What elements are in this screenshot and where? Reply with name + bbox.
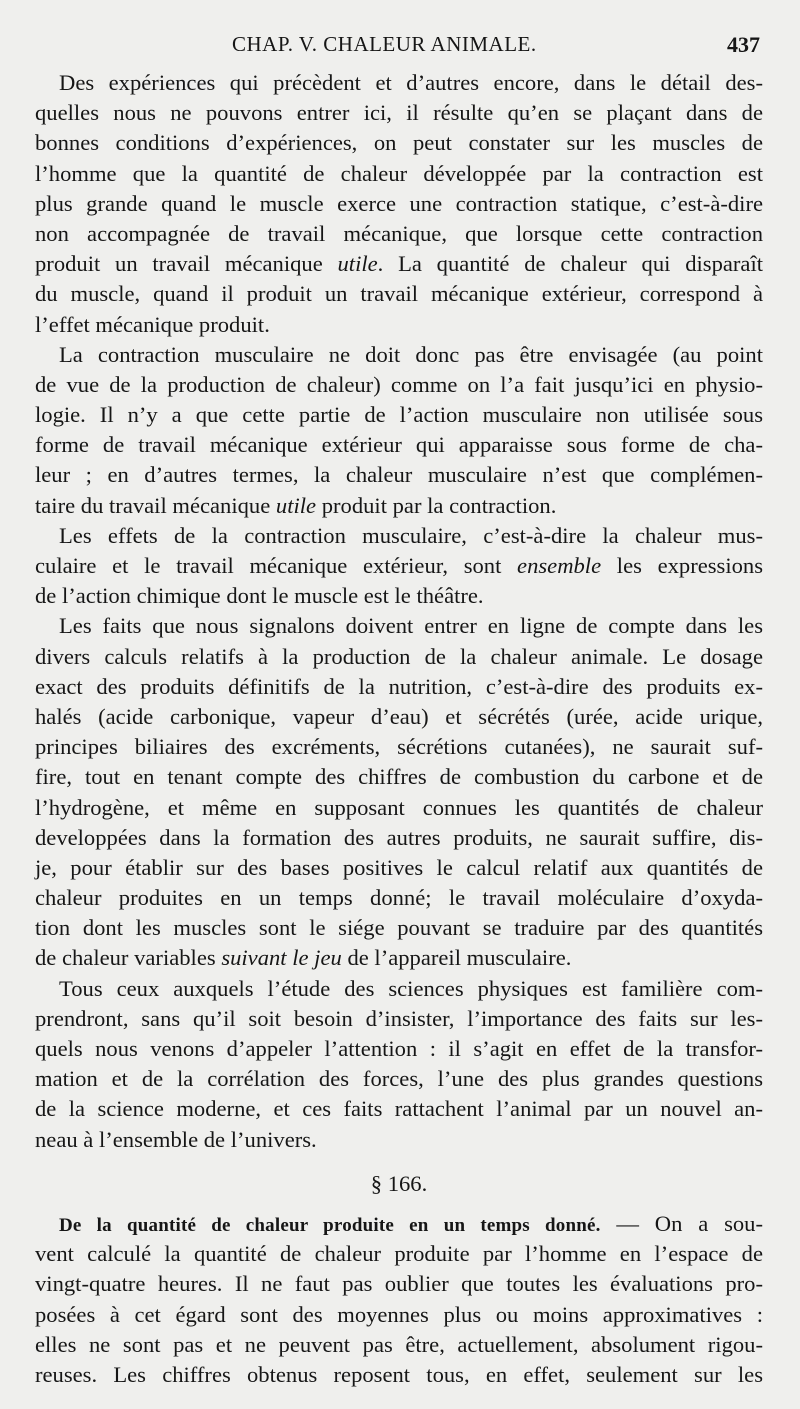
text-line xyxy=(35,310,763,340)
line-text: l’hydrogène, et même en supposant connues les quantités de chaleur xyxy=(35,794,763,820)
line-text: de la science moderne, et ces faits rattachent l’animal par un nouvel an- xyxy=(35,1096,763,1122)
line-text: je, pour établir sur des bases positives le calcul relatif aux quantités de xyxy=(35,854,763,880)
text-line xyxy=(35,642,763,672)
line-text: logie. Il n’y a que cette partie de l’action musculaire non utilisée sous xyxy=(35,402,763,428)
text-line xyxy=(35,430,763,460)
text-line xyxy=(35,460,763,490)
text-line xyxy=(35,732,763,762)
line-text: de chaleur variables xyxy=(35,945,222,971)
line-text: vingt-quatre heures. Il ne faut pas oublier que toutes les évaluations pro- xyxy=(35,1271,763,1297)
line-text: Les effets de la contraction musculaire, c’est-à-dire la chaleur mus- xyxy=(59,522,763,548)
text-line xyxy=(35,762,763,792)
running-head: CHAP. V. CHALEUR ANIMALE. xyxy=(232,32,537,56)
section-lead-in: — On a sou- xyxy=(600,1210,763,1236)
line-text: non accompagnée de travail mécanique, que lorsque cette contraction xyxy=(35,220,763,246)
section-first-line xyxy=(35,1209,763,1239)
text-line xyxy=(35,340,763,370)
body-text xyxy=(35,68,763,1390)
line-text: taire du travail mécanique xyxy=(35,492,276,518)
text-line xyxy=(35,491,763,521)
line-text: de vue de la production de chaleur) comme on l’a fait jusqu’ici en physio- xyxy=(35,371,763,397)
line-text: les expressions xyxy=(601,553,763,578)
text-line xyxy=(35,1034,763,1064)
paragraph-list xyxy=(35,68,763,1155)
text-line xyxy=(35,1239,763,1269)
text-line xyxy=(35,702,763,732)
text-line xyxy=(35,943,763,973)
line-text: culaire et le travail mécanique extérieur, sont xyxy=(35,553,518,578)
line-text: La contraction musculaire ne doit donc pas être envisagée (au point xyxy=(59,341,763,367)
paragraph xyxy=(35,521,763,612)
line-text: Les faits que nous signalons doivent entrer en ligne de compte dans les xyxy=(59,613,763,639)
line-text: chaleur produites en un temps donné; le travail moléculaire d’oxyda- xyxy=(35,885,763,911)
line-text: posées à cet égard sont des moyennes plus ou moins approximatives : xyxy=(35,1301,763,1327)
text-line xyxy=(35,400,763,430)
line-text: principes biliaires des excréments, sécrétions cutanées), ne saurait suf- xyxy=(35,734,763,760)
line-text: prendront, sans qu’il soit besoin d’insister, l’importance des faits sur les- xyxy=(35,1005,763,1031)
text-line xyxy=(35,853,763,883)
paragraph xyxy=(35,974,763,1155)
line-text: Tous ceux auxquels l’étude des sciences physiques est familière com- xyxy=(59,975,763,1001)
page-number: 437 xyxy=(727,32,760,57)
text-line xyxy=(35,279,763,309)
text-line xyxy=(35,159,763,189)
text-line xyxy=(35,189,763,219)
italic-text: ensemble xyxy=(517,553,602,578)
text-line xyxy=(35,370,763,400)
line-text: forme de travail mécanique extérieur qui apparaisse sous forme de cha- xyxy=(35,432,763,458)
paragraph xyxy=(35,611,763,973)
text-line xyxy=(35,551,763,581)
line-text: fire, tout en tenant compte des chiffres de combustion du carbone et de xyxy=(35,764,763,790)
text-line xyxy=(35,581,763,611)
line-text: exact des produits définitifs de la nutrition, c’est-à-dire des produits ex- xyxy=(35,673,763,699)
line-text: quels nous venons d’appeler l’attention : il s’agit en effet de la transfor- xyxy=(35,1036,763,1061)
section-text xyxy=(35,1239,763,1390)
text-line xyxy=(35,883,763,913)
line-text: elles ne sont pas et ne peuvent pas être, actuellement, absolument rigou- xyxy=(35,1331,763,1357)
text-line xyxy=(35,1094,763,1124)
italic-text: utile xyxy=(337,251,378,277)
line-text: tion dont les muscles sont le siége pouvant se traduire par des quantités xyxy=(35,915,763,941)
line-text: . La quantité de chaleur qui disparaît xyxy=(377,251,763,277)
line-text: produit un travail mécanique xyxy=(35,251,338,277)
line-text: neau à l’ensemble de l’univers. xyxy=(35,1126,317,1152)
text-line xyxy=(35,68,763,98)
italic-text: utile xyxy=(275,492,317,518)
page-header xyxy=(0,32,800,62)
text-line xyxy=(35,1360,763,1390)
text-line xyxy=(35,1330,763,1360)
text-line xyxy=(35,1064,763,1094)
italic-text: suivant le jeu xyxy=(221,945,342,971)
line-text: de l’appareil musculaire. xyxy=(341,945,572,971)
text-line xyxy=(35,1125,763,1155)
line-text: vent calculé la quantité de chaleur produite par l’homme en l’espace de xyxy=(35,1241,763,1267)
text-line xyxy=(35,913,763,943)
line-text: de l’action chimique dont le muscle est le théâtre. xyxy=(35,583,484,609)
line-text: reuses. Les chiffres obtenus reposent tous, en effet, seulement sur les xyxy=(35,1361,763,1387)
section-number: § 166. xyxy=(370,1170,428,1196)
paragraph xyxy=(35,340,763,521)
line-text: leur ; en d’autres termes, la chaleur musculaire n’est que complémen- xyxy=(35,462,763,488)
line-text: plus grande quand le muscle exerce une contraction statique, c’est-à-dire xyxy=(35,190,763,216)
text-line xyxy=(35,1004,763,1034)
text-line xyxy=(35,793,763,823)
line-text: l’effet mécanique produit. xyxy=(35,311,270,337)
text-line xyxy=(35,611,763,641)
text-line xyxy=(35,521,763,551)
line-text: l’homme que la quantité de chaleur développée par la contraction est xyxy=(35,160,763,186)
line-text: divers calculs relatifs à la production de la chaleur animale. Le dosage xyxy=(35,643,763,669)
text-line xyxy=(35,249,763,279)
text-line xyxy=(35,672,763,702)
text-line xyxy=(35,823,763,853)
section-heading: De la quantité de chaleur produite en un temps donné. xyxy=(59,1214,601,1236)
line-text: quelles nous ne pouvons entrer ici, il résulte qu’en se plaçant dans de xyxy=(35,100,763,126)
line-text: bonnes conditions d’expériences, on peut constater sur les muscles de xyxy=(35,130,763,156)
text-line xyxy=(35,98,763,128)
text-line xyxy=(35,974,763,1004)
line-text: mation et de la corrélation des forces, l’une des plus grandes questions xyxy=(35,1066,763,1092)
text-line xyxy=(35,1300,763,1330)
text-line xyxy=(35,128,763,158)
line-text: developpées dans la formation des autres produits, ne saurait suffire, dis- xyxy=(35,824,763,850)
line-text: du muscle, quand il produit un travail mécanique extérieur, correspond à xyxy=(35,281,763,307)
line-text: produit par la contraction. xyxy=(316,492,557,518)
text-line xyxy=(35,1269,763,1299)
text-line xyxy=(35,219,763,249)
line-text: Des expériences qui précèdent et d’autres encore, dans le détail des- xyxy=(59,70,763,95)
paragraph xyxy=(35,68,763,340)
line-text: halés (acide carbonique, vapeur d’eau) et sécrétés (urée, acide urique, xyxy=(35,703,763,729)
